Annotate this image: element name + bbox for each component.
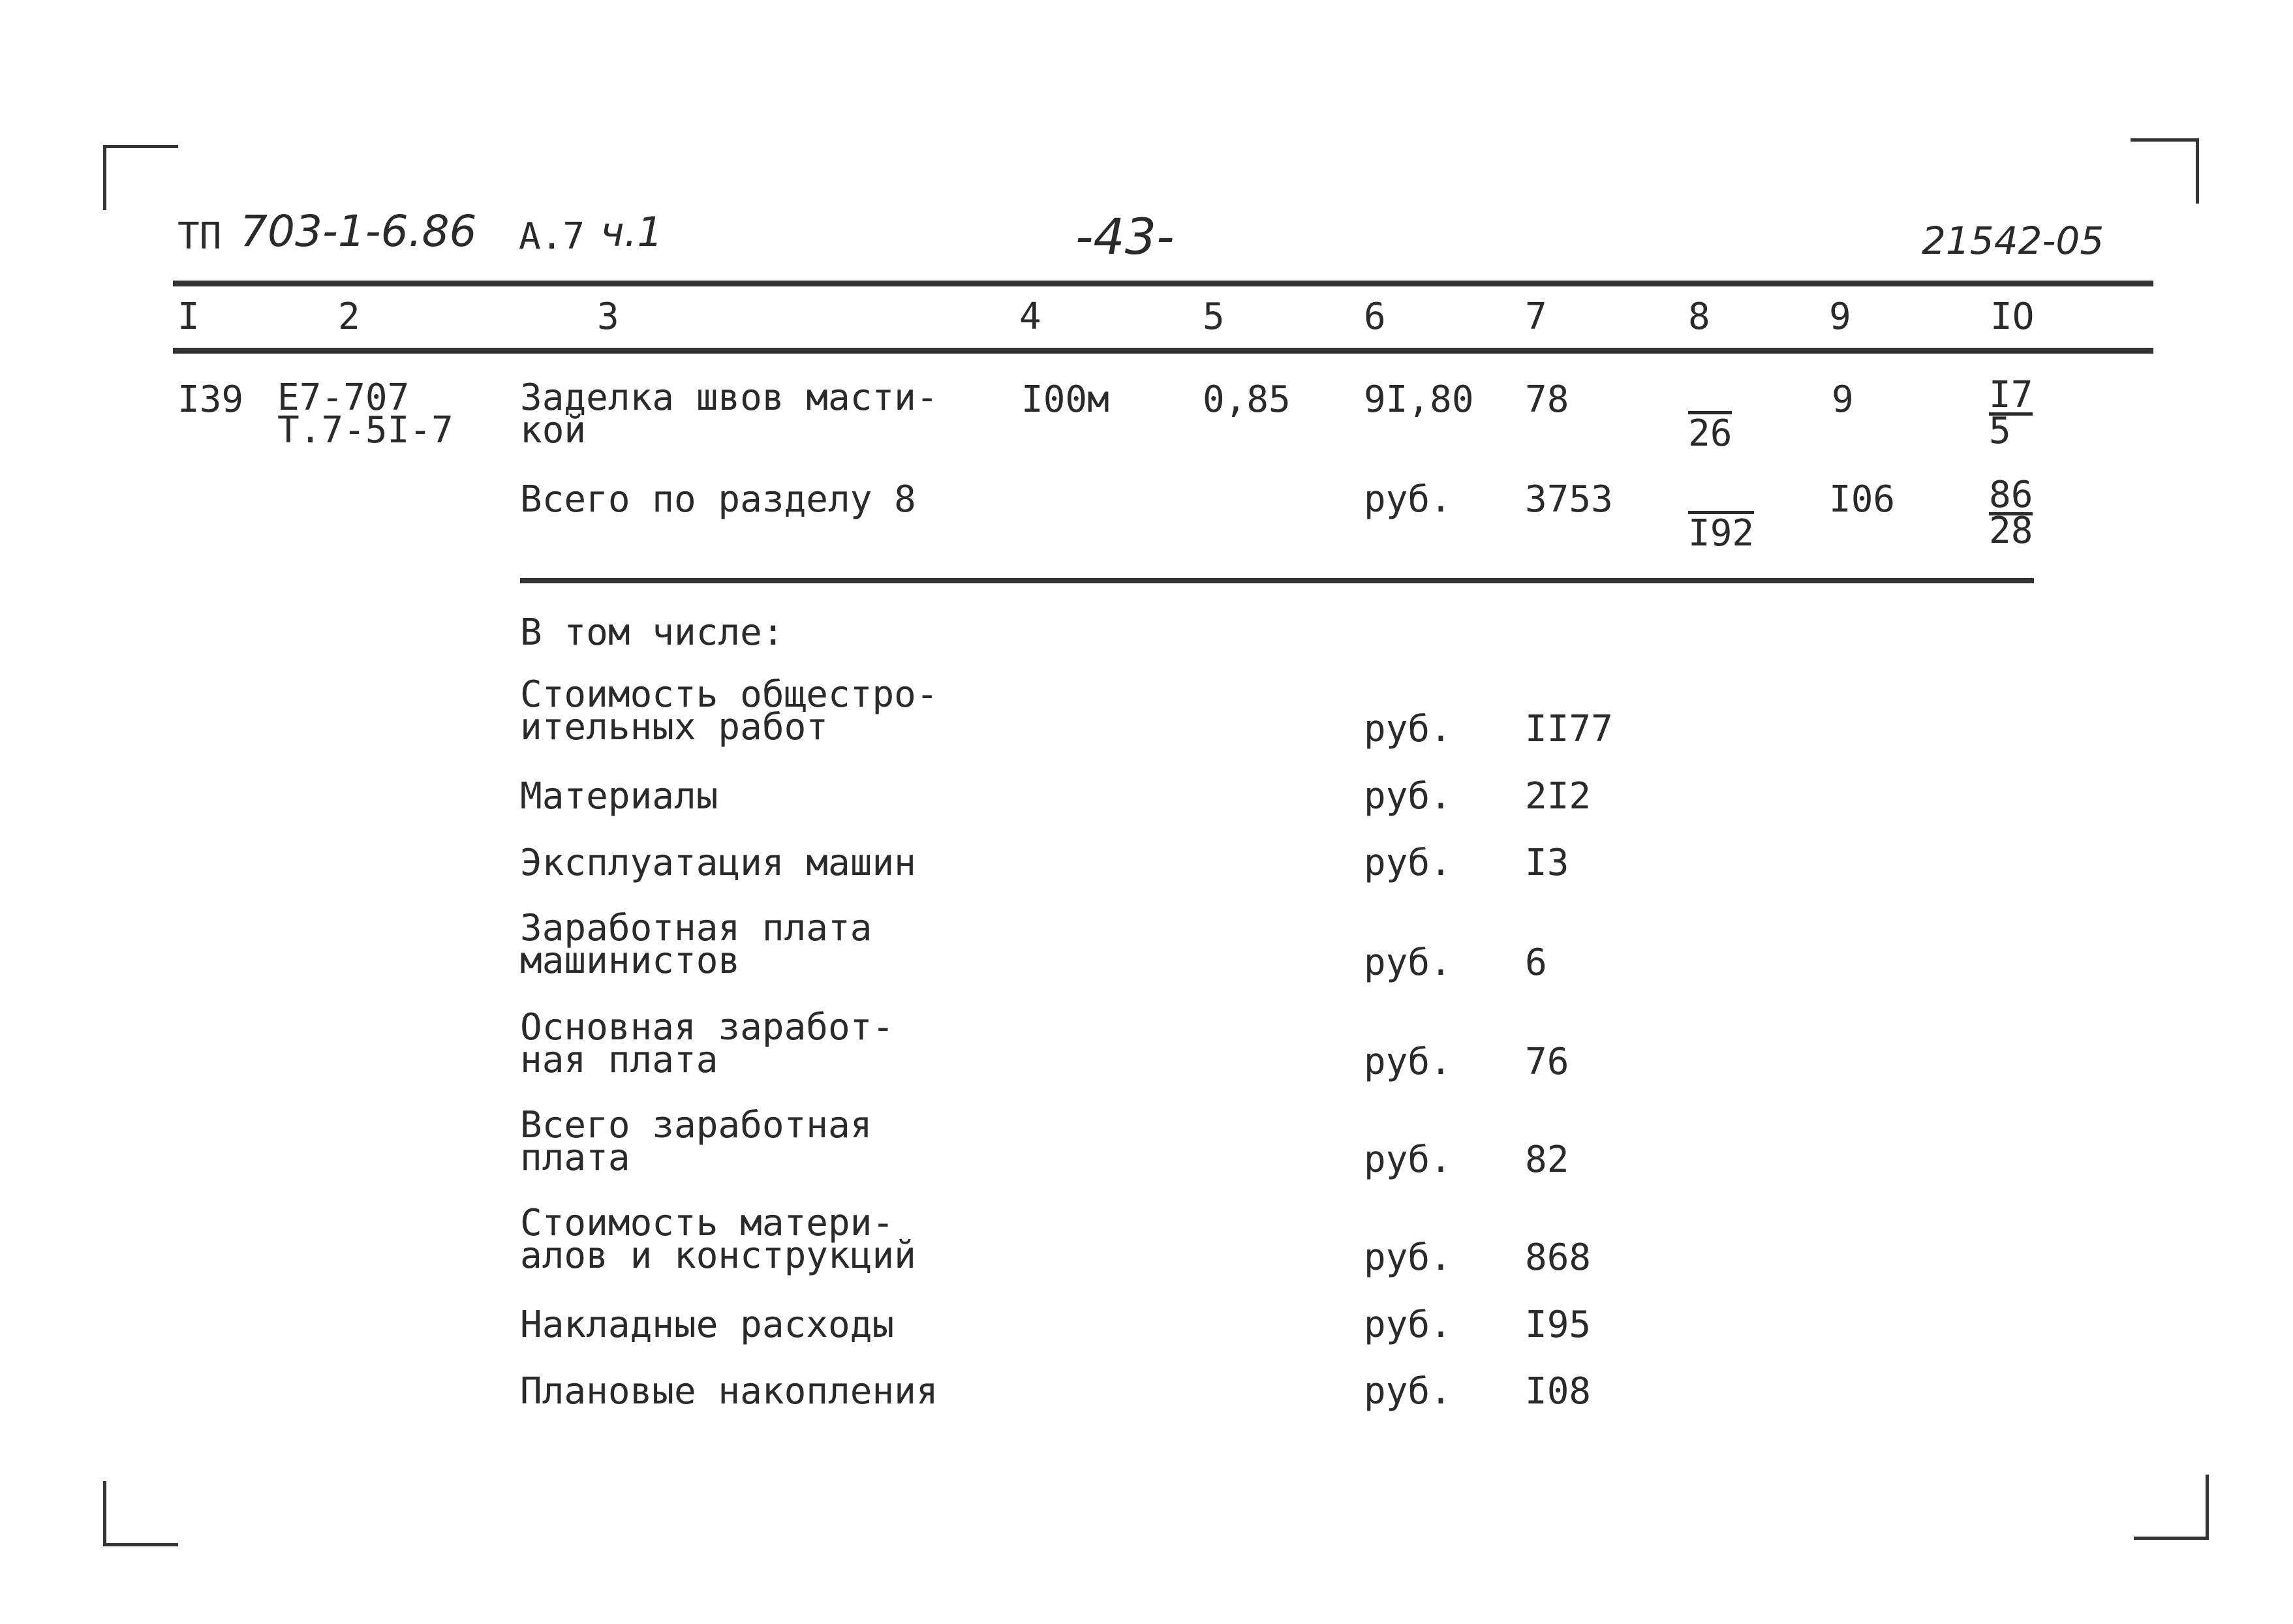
norm-code: [277, 376, 454, 452]
breakdown-label-line: плата: [520, 1137, 630, 1179]
column-number: 2: [338, 296, 360, 338]
norm-code-line: Е7-707: [277, 376, 410, 419]
column-number: 6: [1364, 296, 1386, 338]
section-total-unit: руб.: [1364, 478, 1452, 521]
breakdown-label: [520, 907, 872, 982]
corner-mark-bottom-right: [2134, 1475, 2209, 1540]
row-number: I39: [177, 378, 244, 421]
breakdown-unit: руб.: [1364, 1139, 1452, 1181]
breakdown-unit: руб.: [1364, 842, 1452, 884]
column-number: 5: [1203, 296, 1225, 338]
breakdown-label-line: Стоимость общестро-: [520, 673, 938, 716]
breakdown-label-line: Всего заработная: [520, 1104, 872, 1146]
section-machine-value: I06: [1829, 478, 1896, 521]
total-cost: 78: [1525, 378, 1569, 421]
work-name: [520, 376, 938, 452]
breakdown-label-line: Стоимость матери-: [520, 1202, 895, 1244]
breakdown-value: I08: [1525, 1370, 1592, 1413]
breakdown-unit: руб.: [1364, 1304, 1452, 1346]
breakdown-title: В том числе:: [520, 611, 784, 654]
breakdown-label: Материалы: [520, 775, 718, 818]
quantity: 0,85: [1203, 378, 1291, 421]
breakdown-value: 2I2: [1525, 775, 1592, 818]
breakdown-label: Накладные расходы: [520, 1304, 895, 1346]
section-wages-value: I92: [1688, 512, 1755, 555]
work-name-line: кой: [520, 409, 587, 452]
breakdown-label: [520, 1006, 895, 1081]
unit: I00м: [1021, 378, 1109, 421]
breakdown-label-line: Заработная плата: [520, 907, 872, 949]
column-number: 8: [1688, 296, 1710, 338]
header-prefix: ТП: [177, 215, 222, 258]
column-number: 7: [1525, 296, 1547, 338]
breakdown-label-line: машинистов: [520, 940, 741, 982]
machine-value: 9: [1832, 378, 1854, 421]
breakdown-unit: руб.: [1364, 775, 1452, 818]
corner-mark-top-left: [103, 145, 178, 210]
work-name-line: Заделка швов масти-: [520, 376, 938, 419]
breakdown-unit: руб.: [1364, 1041, 1452, 1083]
norm-code-line: Т.7-5I-7: [277, 409, 454, 452]
header-code: 703-1-6.86: [240, 206, 477, 256]
fraction-denominator: 5: [1989, 410, 2011, 452]
unit-price: 9I,80: [1364, 378, 1474, 421]
breakdown-label: [520, 1104, 872, 1179]
breakdown-label: Плановые накопления: [520, 1370, 938, 1413]
document-number: 21542-05: [1922, 219, 2104, 263]
breakdown-label: [520, 673, 938, 748]
section-total-value: 3753: [1525, 478, 1613, 521]
wages-value: 26: [1688, 412, 1732, 455]
breakdown-value: 76: [1525, 1041, 1569, 1083]
section-total-label: Всего по разделу 8: [520, 478, 916, 521]
corner-mark-bottom-left: [103, 1481, 178, 1546]
breakdown-label: Эксплуатация машин: [520, 842, 916, 884]
column-number: 4: [1019, 296, 1041, 338]
fraction-numerator: I7: [1989, 374, 2033, 416]
section-divider-rule: [520, 578, 2034, 583]
fraction-numerator: 86: [1989, 474, 2033, 516]
breakdown-label-line: Основная заработ-: [520, 1006, 895, 1049]
header-album: А.7: [519, 215, 585, 258]
breakdown-value: II77: [1525, 708, 1613, 750]
column-number: I: [177, 296, 200, 338]
corner-mark-top-right: [2131, 138, 2199, 204]
breakdown-value: I3: [1525, 842, 1569, 884]
breakdown-label: [520, 1202, 916, 1277]
breakdown-unit: руб.: [1364, 708, 1452, 750]
table-header-rule: [173, 348, 2153, 354]
breakdown-value: 82: [1525, 1139, 1569, 1181]
column-number: 3: [597, 296, 619, 338]
column-number: 9: [1829, 296, 1851, 338]
breakdown-unit: руб.: [1364, 1370, 1452, 1413]
breakdown-label-line: ная плата: [520, 1039, 718, 1081]
breakdown-unit: руб.: [1364, 1236, 1452, 1279]
breakdown-value: 6: [1525, 942, 1547, 984]
page-number: -43-: [1075, 207, 1175, 266]
table-top-rule: [173, 281, 2153, 286]
breakdown-value: 868: [1525, 1236, 1592, 1279]
section-fraction-value: [1989, 474, 2033, 552]
fraction-value: [1989, 374, 2033, 452]
header-part: ч.1: [600, 208, 663, 256]
breakdown-unit: руб.: [1364, 942, 1452, 984]
breakdown-label-line: алов и конструкций: [520, 1234, 916, 1277]
fraction-denominator: 28: [1989, 510, 2033, 552]
breakdown-value: I95: [1525, 1304, 1592, 1346]
column-number: IO: [1990, 296, 2035, 338]
breakdown-label-line: ительных работ: [520, 706, 829, 748]
